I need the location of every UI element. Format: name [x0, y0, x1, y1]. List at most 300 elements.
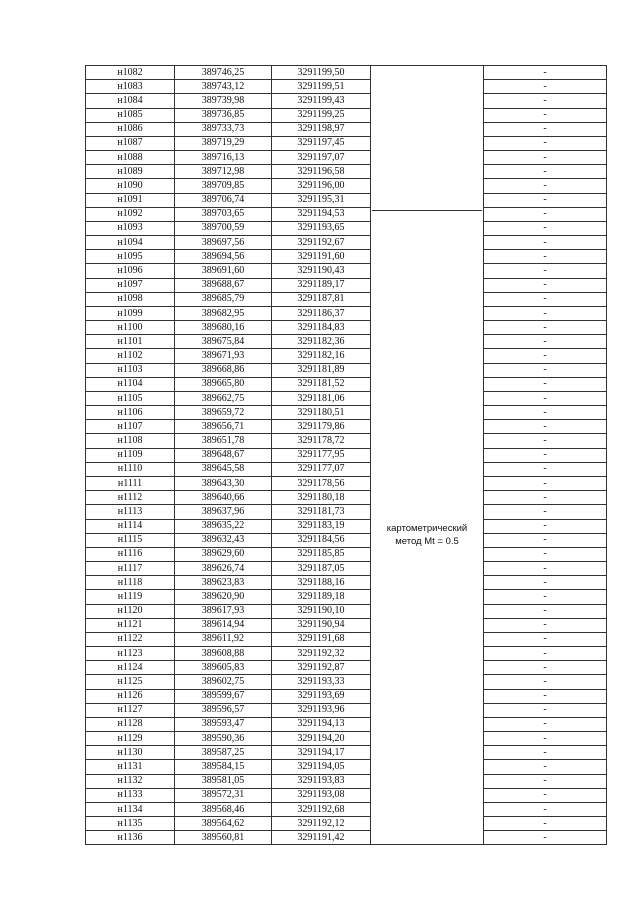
y-coordinate-cell: 3291193,96 [272, 703, 371, 717]
y-coordinate-cell: 3291188,16 [272, 576, 371, 590]
x-coordinate-cell: 389626,74 [175, 562, 272, 576]
method-cell [371, 746, 484, 760]
point-id-cell: н1092 [86, 207, 175, 221]
method-cell [371, 321, 484, 335]
point-id-cell: н1082 [86, 66, 175, 80]
y-coordinate-cell: 3291193,08 [272, 788, 371, 802]
coordinates-table [85, 65, 607, 845]
x-coordinate-cell: 389746,25 [175, 66, 272, 80]
y-coordinate-cell: 3291194,20 [272, 732, 371, 746]
table-row [86, 207, 607, 221]
point-id-cell: н1088 [86, 151, 175, 165]
y-coordinate-cell: 3291184,83 [272, 321, 371, 335]
x-coordinate-cell: 389719,29 [175, 136, 272, 150]
table-row [86, 193, 607, 207]
y-coordinate-cell: 3291178,72 [272, 434, 371, 448]
mark-cell: - [484, 94, 607, 108]
method-cell [371, 505, 484, 519]
y-coordinate-cell: 3291196,58 [272, 165, 371, 179]
y-coordinate-cell: 3291194,05 [272, 760, 371, 774]
mark-cell: - [484, 618, 607, 632]
x-coordinate-cell: 389662,75 [175, 391, 272, 405]
point-id-cell: н1112 [86, 491, 175, 505]
point-id-cell: н1110 [86, 462, 175, 476]
y-coordinate-cell: 3291177,07 [272, 462, 371, 476]
mark-cell: - [484, 179, 607, 193]
method-cell [371, 94, 484, 108]
method-cell [371, 547, 484, 561]
method-cell [371, 632, 484, 646]
y-coordinate-cell: 3291181,89 [272, 363, 371, 377]
y-coordinate-cell: 3291193,69 [272, 689, 371, 703]
x-coordinate-cell: 389659,72 [175, 406, 272, 420]
x-coordinate-cell: 389596,57 [175, 703, 272, 717]
y-coordinate-cell: 3291186,37 [272, 306, 371, 320]
table-row [86, 562, 607, 576]
method-cell [371, 292, 484, 306]
y-coordinate-cell: 3291182,16 [272, 349, 371, 363]
y-coordinate-cell: 3291192,87 [272, 661, 371, 675]
mark-cell: - [484, 746, 607, 760]
mark-cell: - [484, 321, 607, 335]
method-cell [371, 831, 484, 845]
method-cell [371, 817, 484, 831]
point-id-cell: н1089 [86, 165, 175, 179]
point-id-cell: н1134 [86, 802, 175, 816]
point-id-cell: н1094 [86, 236, 175, 250]
y-coordinate-cell: 3291185,85 [272, 547, 371, 561]
y-coordinate-cell: 3291190,10 [272, 604, 371, 618]
x-coordinate-cell: 389602,75 [175, 675, 272, 689]
mark-cell: - [484, 420, 607, 434]
point-id-cell: н1124 [86, 661, 175, 675]
mark-cell: - [484, 533, 607, 547]
mark-cell: - [484, 207, 607, 221]
table-row [86, 420, 607, 434]
table-row [86, 462, 607, 476]
mark-cell: - [484, 476, 607, 490]
x-coordinate-cell: 389691,60 [175, 264, 272, 278]
mark-cell: - [484, 632, 607, 646]
method-cell [371, 675, 484, 689]
mark-cell: - [484, 590, 607, 604]
y-coordinate-cell: 3291189,18 [272, 590, 371, 604]
point-id-cell: н1109 [86, 448, 175, 462]
mark-cell: - [484, 788, 607, 802]
x-coordinate-cell: 389608,88 [175, 647, 272, 661]
y-coordinate-cell: 3291181,73 [272, 505, 371, 519]
table-row [86, 179, 607, 193]
point-id-cell: н1107 [86, 420, 175, 434]
method-cell [371, 250, 484, 264]
table-row [86, 377, 607, 391]
x-coordinate-cell: 389688,67 [175, 278, 272, 292]
table-row [86, 349, 607, 363]
mark-cell: - [484, 661, 607, 675]
mark-cell: - [484, 306, 607, 320]
table-row [86, 547, 607, 561]
y-coordinate-cell: 3291191,60 [272, 250, 371, 264]
mark-cell: - [484, 250, 607, 264]
y-coordinate-cell: 3291193,65 [272, 221, 371, 235]
mark-cell: - [484, 292, 607, 306]
point-id-cell: н1128 [86, 717, 175, 731]
point-id-cell: н1100 [86, 321, 175, 335]
method-cell [371, 420, 484, 434]
mark-cell: - [484, 689, 607, 703]
y-coordinate-cell: 3291191,68 [272, 632, 371, 646]
point-id-cell: н1103 [86, 363, 175, 377]
table-row [86, 306, 607, 320]
mark-cell: - [484, 406, 607, 420]
table-row [86, 661, 607, 675]
method-cell [371, 264, 484, 278]
method-note-line2: метод Mt = 0.5 [395, 536, 459, 547]
x-coordinate-cell: 389716,13 [175, 151, 272, 165]
table-row [86, 590, 607, 604]
table-row [86, 448, 607, 462]
x-coordinate-cell: 389712,98 [175, 165, 272, 179]
y-coordinate-cell: 3291194,13 [272, 717, 371, 731]
point-id-cell: н1126 [86, 689, 175, 703]
y-coordinate-cell: 3291193,33 [272, 675, 371, 689]
point-id-cell: н1116 [86, 547, 175, 561]
x-coordinate-cell: 389617,93 [175, 604, 272, 618]
point-id-cell: н1127 [86, 703, 175, 717]
mark-cell: - [484, 817, 607, 831]
x-coordinate-cell: 389668,86 [175, 363, 272, 377]
y-coordinate-cell: 3291192,32 [272, 647, 371, 661]
point-id-cell: н1123 [86, 647, 175, 661]
mark-cell: - [484, 802, 607, 816]
table-row [86, 675, 607, 689]
x-coordinate-cell: 389629,60 [175, 547, 272, 561]
x-coordinate-cell: 389637,96 [175, 505, 272, 519]
method-note [372, 522, 482, 548]
method-cell [371, 335, 484, 349]
x-coordinate-cell: 389733,73 [175, 122, 272, 136]
y-coordinate-cell: 3291187,05 [272, 562, 371, 576]
y-coordinate-cell: 3291178,56 [272, 476, 371, 490]
y-coordinate-cell: 3291181,06 [272, 391, 371, 405]
mark-cell: - [484, 136, 607, 150]
mark-cell: - [484, 462, 607, 476]
y-coordinate-cell: 3291190,94 [272, 618, 371, 632]
method-cell [371, 122, 484, 136]
table-row [86, 236, 607, 250]
point-id-cell: н1122 [86, 632, 175, 646]
table-row [86, 831, 607, 845]
mark-cell: - [484, 675, 607, 689]
method-cell [371, 221, 484, 235]
y-coordinate-cell: 3291198,97 [272, 122, 371, 136]
point-id-cell: н1083 [86, 80, 175, 94]
y-coordinate-cell: 3291177,95 [272, 448, 371, 462]
mark-cell: - [484, 760, 607, 774]
point-id-cell: н1121 [86, 618, 175, 632]
method-cell [371, 590, 484, 604]
y-coordinate-cell: 3291184,56 [272, 533, 371, 547]
method-cell [371, 760, 484, 774]
method-cell [371, 448, 484, 462]
method-cell [371, 391, 484, 405]
point-id-cell: н1129 [86, 732, 175, 746]
point-id-cell: н1135 [86, 817, 175, 831]
method-cell [371, 802, 484, 816]
y-coordinate-cell: 3291197,45 [272, 136, 371, 150]
mark-cell: - [484, 547, 607, 561]
table-row [86, 321, 607, 335]
x-coordinate-cell: 389632,43 [175, 533, 272, 547]
mark-cell: - [484, 491, 607, 505]
x-coordinate-cell: 389703,65 [175, 207, 272, 221]
table-row [86, 746, 607, 760]
method-cell [371, 732, 484, 746]
x-coordinate-cell: 389700,59 [175, 221, 272, 235]
method-divider-line [372, 210, 482, 211]
mark-cell: - [484, 377, 607, 391]
point-id-cell: н1106 [86, 406, 175, 420]
x-coordinate-cell: 389643,30 [175, 476, 272, 490]
point-id-cell: н1118 [86, 576, 175, 590]
mark-cell: - [484, 703, 607, 717]
table-row [86, 434, 607, 448]
mark-cell: - [484, 264, 607, 278]
method-cell [371, 604, 484, 618]
x-coordinate-cell: 389709,85 [175, 179, 272, 193]
y-coordinate-cell: 3291192,12 [272, 817, 371, 831]
method-cell [371, 165, 484, 179]
table-row [86, 476, 607, 490]
method-cell [371, 462, 484, 476]
x-coordinate-cell: 389599,67 [175, 689, 272, 703]
y-coordinate-cell: 3291192,68 [272, 802, 371, 816]
point-id-cell: н1090 [86, 179, 175, 193]
method-cell [371, 661, 484, 675]
table-row [86, 817, 607, 831]
table-row [86, 604, 607, 618]
point-id-cell: н1136 [86, 831, 175, 845]
method-cell [371, 306, 484, 320]
x-coordinate-cell: 389651,78 [175, 434, 272, 448]
y-coordinate-cell: 3291194,53 [272, 207, 371, 221]
method-cell [371, 349, 484, 363]
point-id-cell: н1086 [86, 122, 175, 136]
point-id-cell: н1111 [86, 476, 175, 490]
x-coordinate-cell: 389648,67 [175, 448, 272, 462]
y-coordinate-cell: 3291191,42 [272, 831, 371, 845]
table-row [86, 505, 607, 519]
table-row [86, 122, 607, 136]
y-coordinate-cell: 3291183,19 [272, 519, 371, 533]
x-coordinate-cell: 389572,31 [175, 788, 272, 802]
point-id-cell: н1117 [86, 562, 175, 576]
method-cell [371, 689, 484, 703]
mark-cell: - [484, 80, 607, 94]
point-id-cell: н1115 [86, 533, 175, 547]
method-cell [371, 491, 484, 505]
table-row [86, 278, 607, 292]
mark-cell: - [484, 122, 607, 136]
y-coordinate-cell: 3291199,25 [272, 108, 371, 122]
point-id-cell: н1119 [86, 590, 175, 604]
mark-cell: - [484, 774, 607, 788]
table-row [86, 647, 607, 661]
y-coordinate-cell: 3291194,17 [272, 746, 371, 760]
point-id-cell: н1091 [86, 193, 175, 207]
mark-cell: - [484, 576, 607, 590]
point-id-cell: н1131 [86, 760, 175, 774]
point-id-cell: н1101 [86, 335, 175, 349]
table-row [86, 406, 607, 420]
mark-cell: - [484, 562, 607, 576]
table-row [86, 519, 607, 533]
point-id-cell: н1099 [86, 306, 175, 320]
method-cell [371, 108, 484, 122]
x-coordinate-cell: 389665,80 [175, 377, 272, 391]
x-coordinate-cell: 389671,93 [175, 349, 272, 363]
table-row [86, 760, 607, 774]
table-row [86, 292, 607, 306]
y-coordinate-cell: 3291199,43 [272, 94, 371, 108]
x-coordinate-cell: 389587,25 [175, 746, 272, 760]
method-cell [371, 151, 484, 165]
method-cell [371, 647, 484, 661]
method-cell [371, 363, 484, 377]
point-id-cell: н1093 [86, 221, 175, 235]
point-id-cell: н1102 [86, 349, 175, 363]
method-note-line1: картометрический [386, 523, 468, 534]
method-cell [371, 136, 484, 150]
x-coordinate-cell: 389635,22 [175, 519, 272, 533]
method-cell [371, 406, 484, 420]
x-coordinate-cell: 389706,74 [175, 193, 272, 207]
y-coordinate-cell: 3291197,07 [272, 151, 371, 165]
x-coordinate-cell: 389605,83 [175, 661, 272, 675]
table-row [86, 66, 607, 80]
x-coordinate-cell: 389564,62 [175, 817, 272, 831]
point-id-cell: н1114 [86, 519, 175, 533]
method-cell [371, 80, 484, 94]
table-row [86, 533, 607, 547]
y-coordinate-cell: 3291195,31 [272, 193, 371, 207]
table-row [86, 491, 607, 505]
x-coordinate-cell: 389590,36 [175, 732, 272, 746]
method-cell [371, 193, 484, 207]
table-row [86, 632, 607, 646]
mark-cell: - [484, 505, 607, 519]
x-coordinate-cell: 389736,85 [175, 108, 272, 122]
method-cell [371, 66, 484, 80]
coordinates-table-body [86, 66, 607, 845]
table-row [86, 136, 607, 150]
mark-cell: - [484, 221, 607, 235]
table-row [86, 703, 607, 717]
mark-cell: - [484, 647, 607, 661]
method-cell [371, 788, 484, 802]
x-coordinate-cell: 389645,58 [175, 462, 272, 476]
x-coordinate-cell: 389620,90 [175, 590, 272, 604]
x-coordinate-cell: 389614,94 [175, 618, 272, 632]
method-cell [371, 434, 484, 448]
mark-cell: - [484, 831, 607, 845]
mark-cell: - [484, 732, 607, 746]
x-coordinate-cell: 389675,84 [175, 335, 272, 349]
table-row [86, 363, 607, 377]
mark-cell: - [484, 363, 607, 377]
x-coordinate-cell: 389584,15 [175, 760, 272, 774]
x-coordinate-cell: 389682,95 [175, 306, 272, 320]
y-coordinate-cell: 3291189,17 [272, 278, 371, 292]
mark-cell: - [484, 193, 607, 207]
table-row [86, 335, 607, 349]
table-row [86, 221, 607, 235]
y-coordinate-cell: 3291179,86 [272, 420, 371, 434]
mark-cell: - [484, 717, 607, 731]
mark-cell: - [484, 604, 607, 618]
mark-cell: - [484, 519, 607, 533]
point-id-cell: н1130 [86, 746, 175, 760]
point-id-cell: н1096 [86, 264, 175, 278]
x-coordinate-cell: 389593,47 [175, 717, 272, 731]
x-coordinate-cell: 389568,46 [175, 802, 272, 816]
y-coordinate-cell: 3291192,67 [272, 236, 371, 250]
x-coordinate-cell: 389560,81 [175, 831, 272, 845]
point-id-cell: н1085 [86, 108, 175, 122]
table-row [86, 802, 607, 816]
method-cell [371, 377, 484, 391]
table-row [86, 391, 607, 405]
point-id-cell: н1108 [86, 434, 175, 448]
y-coordinate-cell: 3291199,51 [272, 80, 371, 94]
point-id-cell: н1097 [86, 278, 175, 292]
table-row [86, 94, 607, 108]
point-id-cell: н1098 [86, 292, 175, 306]
x-coordinate-cell: 389640,66 [175, 491, 272, 505]
method-cell [371, 717, 484, 731]
point-id-cell: н1095 [86, 250, 175, 264]
method-cell [371, 236, 484, 250]
table-row [86, 689, 607, 703]
table-row [86, 250, 607, 264]
method-cell [371, 703, 484, 717]
x-coordinate-cell: 389581,05 [175, 774, 272, 788]
x-coordinate-cell: 389656,71 [175, 420, 272, 434]
table-row [86, 165, 607, 179]
mark-cell: - [484, 391, 607, 405]
point-id-cell: н1104 [86, 377, 175, 391]
table-row [86, 80, 607, 94]
point-id-cell: н1132 [86, 774, 175, 788]
y-coordinate-cell: 3291193,83 [272, 774, 371, 788]
mark-cell: - [484, 108, 607, 122]
point-id-cell: н1113 [86, 505, 175, 519]
x-coordinate-cell: 389611,92 [175, 632, 272, 646]
point-id-cell: н1125 [86, 675, 175, 689]
x-coordinate-cell: 389739,98 [175, 94, 272, 108]
table-row [86, 576, 607, 590]
mark-cell: - [484, 236, 607, 250]
point-id-cell: н1105 [86, 391, 175, 405]
mark-cell: - [484, 165, 607, 179]
y-coordinate-cell: 3291196,00 [272, 179, 371, 193]
method-cell [371, 618, 484, 632]
method-cell [371, 562, 484, 576]
table-row [86, 774, 607, 788]
method-cell [371, 576, 484, 590]
point-id-cell: н1084 [86, 94, 175, 108]
method-cell [371, 278, 484, 292]
